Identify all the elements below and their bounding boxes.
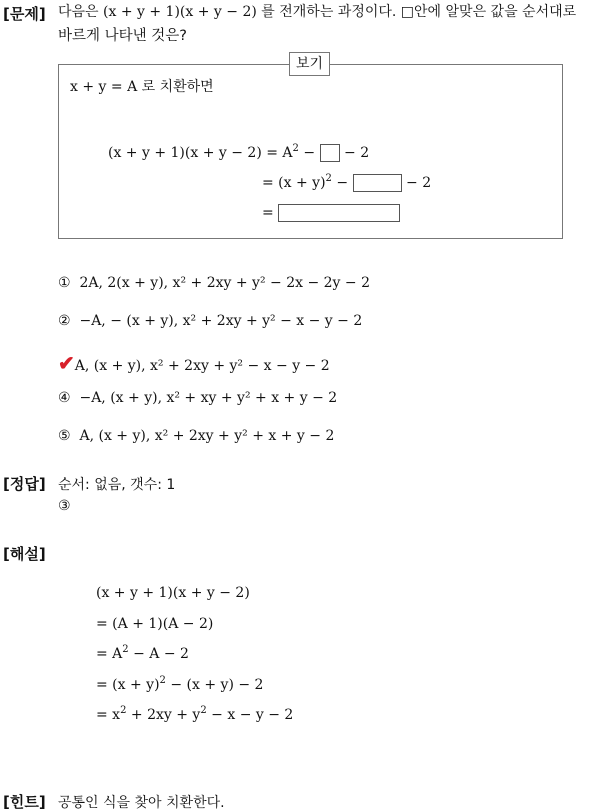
problem-line-2: 바르게 나타낸 것은? <box>58 28 187 44</box>
choice-5[interactable]: ⑤ A, (x + y), x² + 2xy + y² + x + y − 2 <box>58 428 335 444</box>
substitution-line: x + y = A 로 치환하면 <box>70 79 214 95</box>
example-box-label: 보기 <box>289 52 330 76</box>
explanation-line-2: = (A + 1)(A − 2) <box>96 616 214 632</box>
answer-blank-3[interactable] <box>278 204 400 222</box>
problem-line-1: 다음은 (x + y + 1)(x + y − 2) 를 전개하는 과정이다. □안에 알맞은 값을 순서대로 <box>58 4 577 20</box>
checkmark-icon: ✔ <box>58 351 75 375</box>
explanation-line-4: = $(x + y)^2 - (x + y) - 2$ <box>96 675 264 693</box>
answer-blank-1[interactable] <box>320 144 340 162</box>
problem-expression: (x + y + 1)(x + y − 2) <box>103 4 257 20</box>
answer-value: ③ <box>58 498 71 514</box>
answer-blank-2[interactable] <box>353 174 402 192</box>
choice-3[interactable]: ✔A, (x + y), x² + 2xy + y² − x − y − 2 <box>58 351 330 375</box>
choice-2[interactable]: ② −A, − (x + y), x² + 2xy + y² − x − y − 2 <box>58 313 363 329</box>
choice-1[interactable]: ① 2A, 2(x + y), x² + 2xy + y² − 2x − 2y − 2 <box>58 275 370 291</box>
hint-tag: [힌트] <box>3 793 46 811</box>
expansion-row-2: = $(x + y)^2$ − − 2 <box>262 173 432 191</box>
explanation-line-5: = $x^2 + 2xy + y^2 - x - y - 2$ <box>96 705 294 723</box>
explanation-tag: [해설] <box>3 545 46 563</box>
choice-4[interactable]: ④ −A, (x + y), x² + xy + y² + x + y − 2 <box>58 390 338 406</box>
explanation-line-1: (x + y + 1)(x + y − 2) <box>96 585 250 601</box>
problem-tag: [문제] <box>3 5 46 23</box>
answer-tag: [정답] <box>3 475 46 493</box>
answer-meta: 순서: 없음, 갯수: 1 <box>58 477 176 493</box>
expansion-row-1: $(x + y + 1)(x + y - 2) = A^2$ − − 2 <box>108 143 370 161</box>
explanation-line-3: = $A^2 - A - 2$ <box>96 644 189 662</box>
hint-text: 공통인 식을 찾아 치환한다. <box>58 795 225 811</box>
expansion-row-3: = <box>262 204 400 222</box>
